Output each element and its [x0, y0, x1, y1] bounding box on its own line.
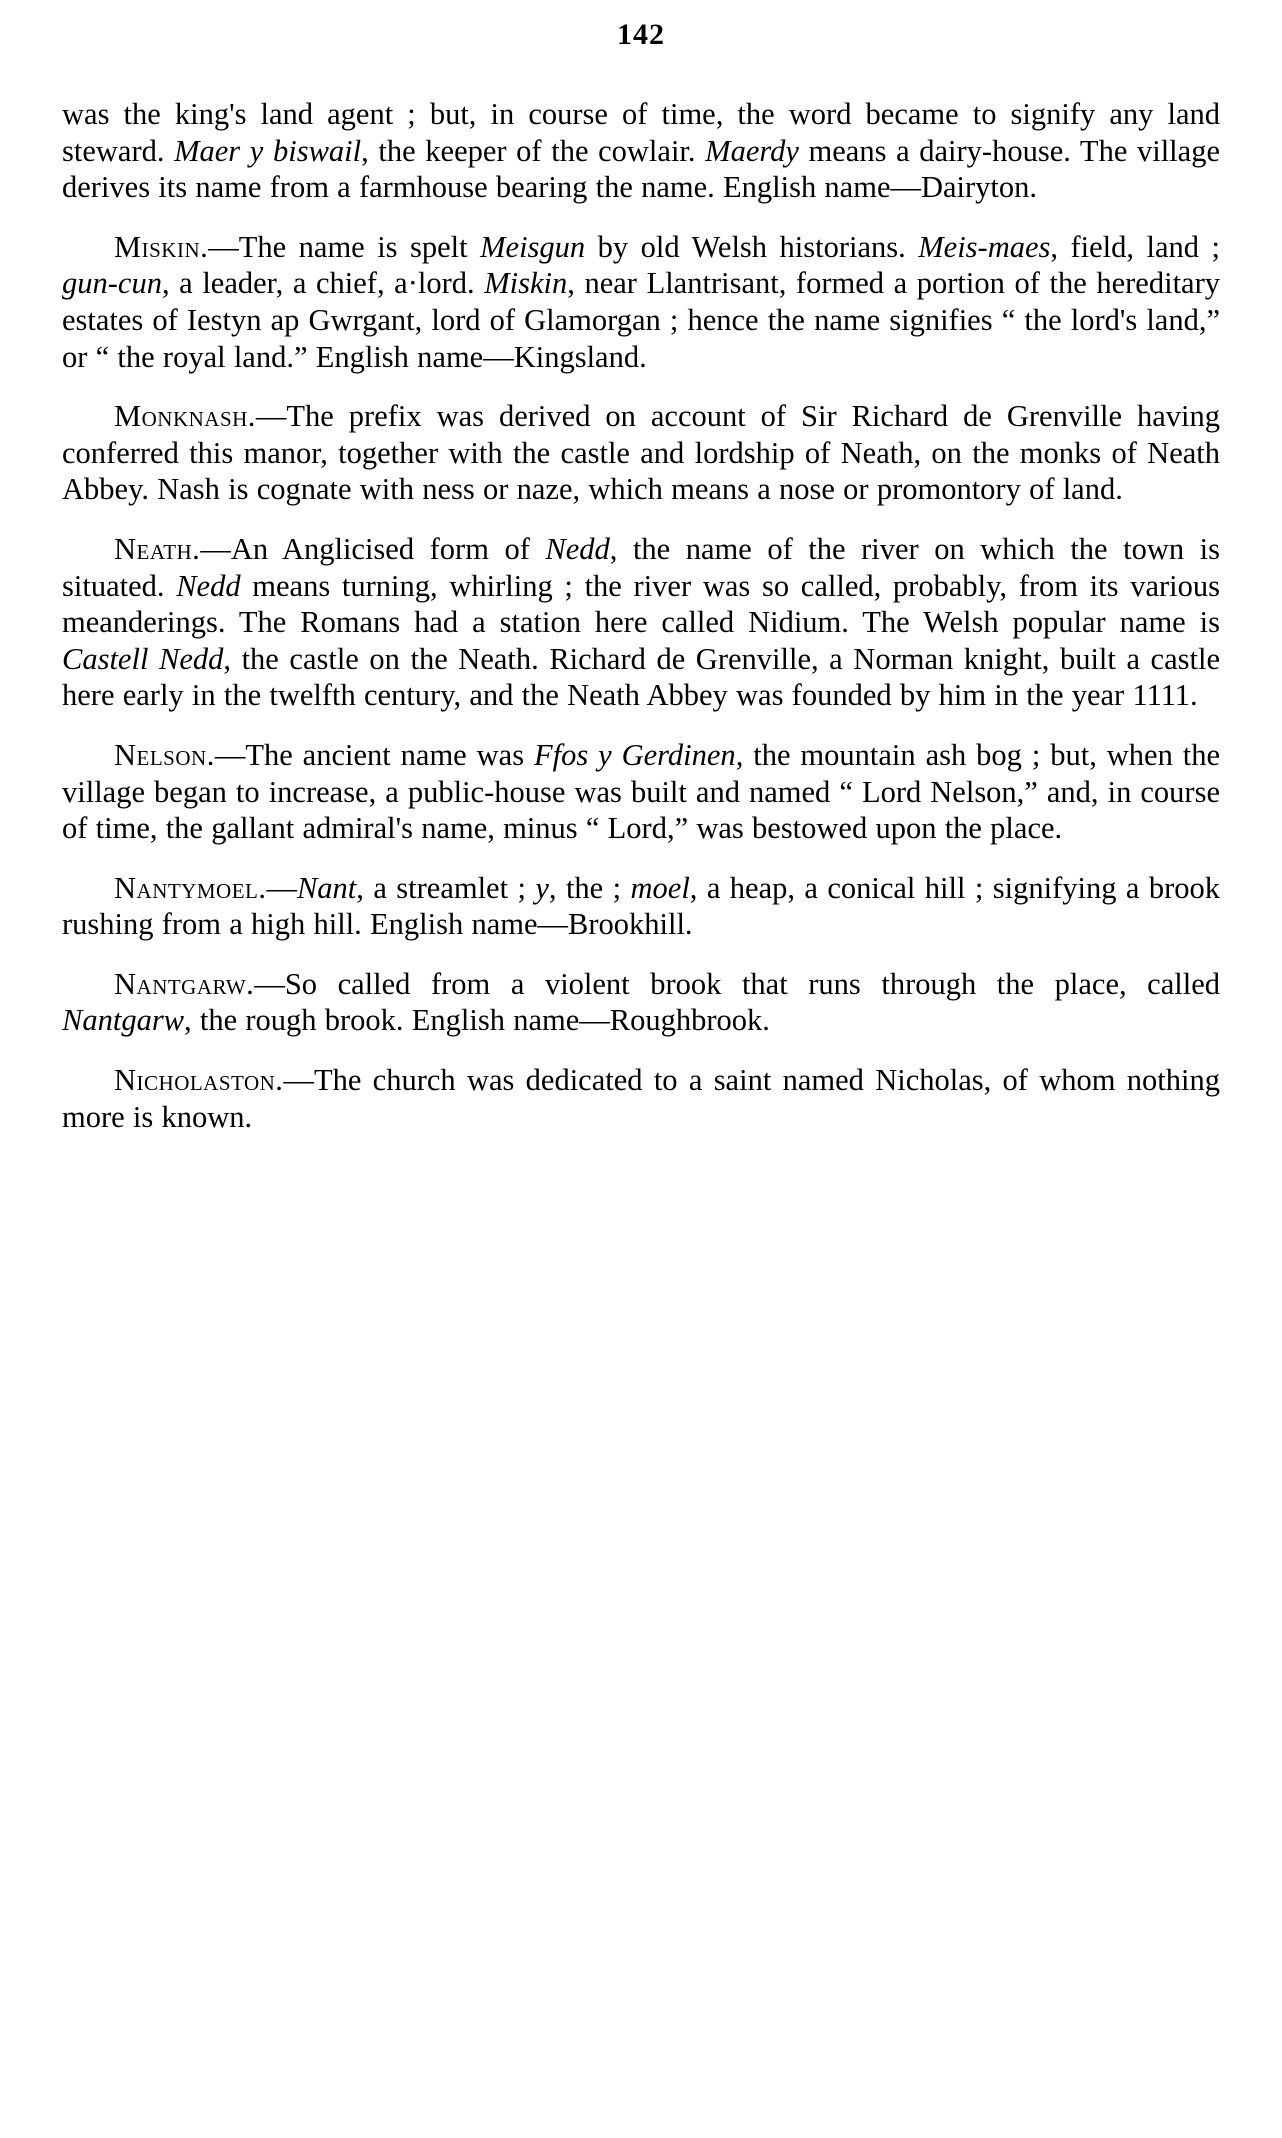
text-run: was the king's land agent ; but, in course of time, the word became to signify any land steward. [62, 97, 1220, 168]
text-run: , the ; [548, 870, 631, 905]
italic-term: gun-cun [62, 266, 162, 301]
para-nantgarw [62, 966, 1220, 1039]
italic-term: Nant [296, 870, 357, 905]
text-run: , the name of the river on which the town is situated. [62, 531, 1221, 603]
entry-headword: Nantgarw. [114, 966, 255, 1001]
text-run: , a leader, a chief, a·lord. [161, 266, 485, 301]
italic-term: Miskin [484, 266, 568, 301]
text-run: —An Anglicised form of [200, 531, 546, 566]
entry-headword: Neath. [114, 531, 201, 566]
para-monknash [62, 398, 1220, 508]
text-run: —The name is spelt [208, 229, 481, 264]
entry-headword: Nicholaston. [114, 1063, 284, 1098]
text-run: — [266, 870, 297, 905]
text-run: , the keeper of the cowlair. [361, 133, 706, 168]
entry-headword: Nantymoel. [114, 870, 267, 905]
italic-term: Nedd [545, 531, 610, 566]
para-miskin [62, 229, 1220, 375]
text-run: —The ancient name was [214, 737, 534, 772]
entry-headword: Nelson. [114, 737, 215, 772]
italic-term: Ffos y Gerdinen [534, 737, 736, 772]
text-run: by old Welsh historians. [585, 229, 919, 264]
para-neath [62, 531, 1220, 714]
text-run: , the castle on the Neath. Richard de Grenville, a Norman knight, built a castle here early in the twelfth century, and the Neath Abbey was founded by him in the year 1111. [62, 641, 1220, 713]
italic-term: Maer y biswail [174, 133, 362, 168]
italic-term: Nantgarw [62, 1003, 185, 1038]
text-run: means turning, whirling ; the river was so called, probably, from its various meanderings. The Romans had a station here called Nidium. The Welsh popular name is [62, 568, 1220, 640]
para-maer [62, 96, 1220, 206]
text-run: , field, land ; [1050, 229, 1220, 264]
page-number: 142 [617, 18, 665, 51]
text-run: means a dairy-house. The village derives its name from a farmhouse bearing the name. English name—Dairyton. [62, 133, 1220, 205]
text-run: , a streamlet ; [356, 870, 536, 905]
text-run: —So called from a violent brook that runs through the place, called [254, 966, 1220, 1001]
text-run: , the mountain ash bog ; but, when the village began to increase, a public-house was built and named “ Lord Nelson,” and, in course of time, the gallant admiral's name, minus “ Lord,” was bestowed upon the place. [62, 737, 1221, 846]
entry-headword: Miskin. [114, 229, 209, 264]
text-run: —The church was dedicated to a saint named Nicholas, of whom nothing more is known. [62, 1063, 1220, 1134]
italic-term: Meis-maes [918, 229, 1051, 264]
italic-term: moel [630, 870, 690, 905]
italic-term: Castell Nedd [62, 641, 224, 676]
body-text [62, 96, 1220, 1135]
italic-term: Meisgun [480, 229, 586, 264]
italic-term: Maerdy [705, 133, 799, 168]
text-run: —The prefix was derived on account of Sir Richard de Grenville having conferred this manor, together with the castle and lordship of Neath, on the monks of Neath Abbey. Nash is cognate with ness or naze, which means a nose or promontory of land. [62, 399, 1220, 507]
italic-term: Nedd [176, 568, 241, 603]
para-nantymoel [62, 870, 1220, 943]
italic-term: y [535, 870, 549, 905]
text-run: , near Llantrisant, formed a portion of the hereditary estates of Iestyn ap Gwrgant, lord of Glamorgan ; hence the name signifies “ the lord's land,” or “ the royal land.” English name—Kingsland. [62, 266, 1220, 374]
para-nelson [62, 737, 1220, 847]
para-nicholaston [62, 1062, 1220, 1135]
text-run: , a heap, a conical hill ; signifying a brook rushing from a high hill. English name—Brookhill. [62, 870, 1220, 942]
entry-headword: Monknash. [114, 399, 256, 434]
text-run: , the rough brook. English name—Roughbrook. [184, 1003, 770, 1038]
